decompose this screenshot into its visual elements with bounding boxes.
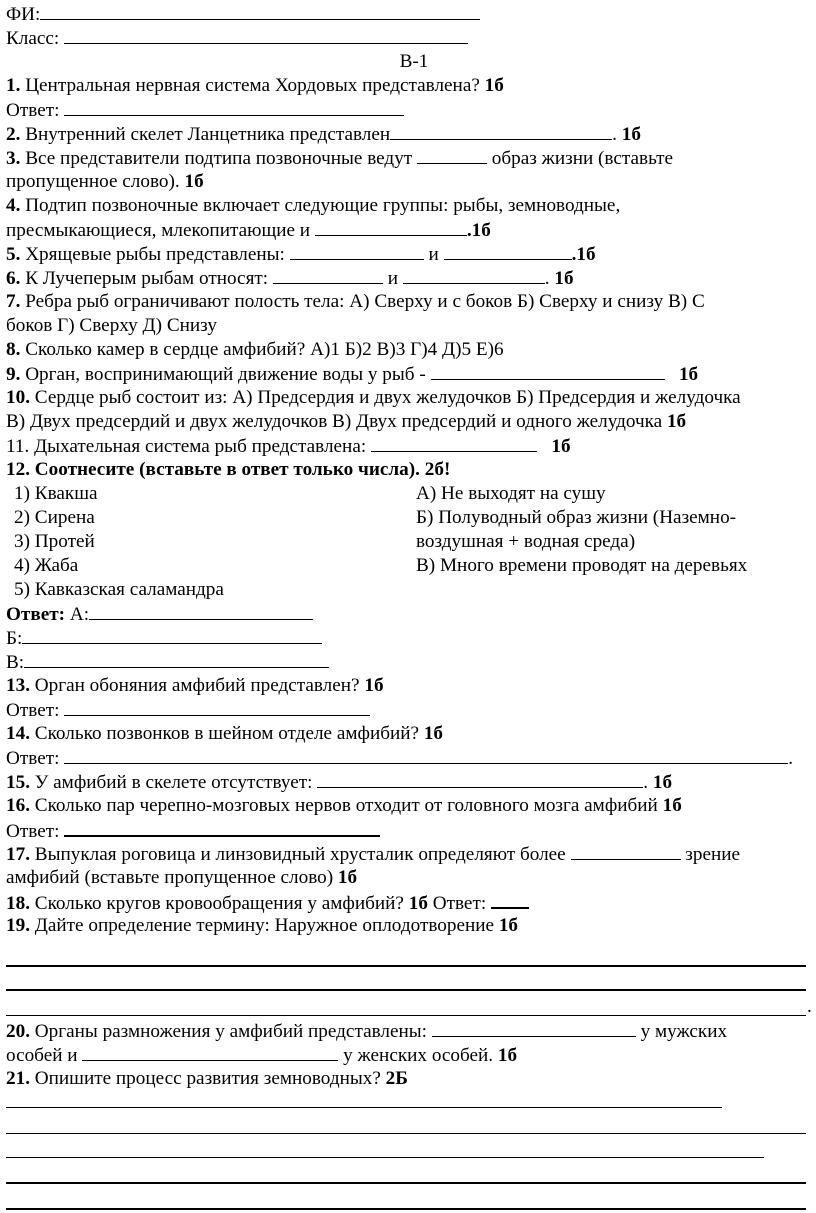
q7-text-a: Ребра рыб ограничивают полость тела: А) Сверху и с боков Б) Сверху и снизу В) С xyxy=(20,291,705,312)
q12-answer-b-field[interactable] xyxy=(22,626,322,644)
q14-points: 1б xyxy=(423,723,444,744)
q18-points: 1б xyxy=(408,893,428,914)
q14-text: Сколько позвонков в шейном отделе амфибий? xyxy=(29,723,424,744)
q4-text-a: Подтип позвоночные включает следующие группы: рыбы, земноводные, xyxy=(20,195,621,216)
q19-tail: . xyxy=(807,996,812,1017)
question-10-cont xyxy=(6,410,812,434)
q6-text: К Лучеперым рыбам относят: xyxy=(20,268,273,289)
q12-row-5 xyxy=(6,578,812,602)
q6-points: 1б xyxy=(554,268,574,289)
question-21 xyxy=(6,1067,812,1091)
q3-answer-field[interactable] xyxy=(417,146,487,164)
q15-points: 1б xyxy=(652,772,673,793)
q2-text: Внутренний скелет Ланцетника представлен xyxy=(20,124,391,145)
q21-line-3[interactable] xyxy=(6,1137,812,1161)
q16-answer-label: Ответ: xyxy=(6,821,60,842)
q1-points: 1б xyxy=(484,75,504,96)
q6-and: и xyxy=(382,268,403,289)
q2-answer-field[interactable] xyxy=(390,122,612,140)
q11-points: 1б xyxy=(551,436,571,457)
q13-answer-row xyxy=(6,698,812,722)
question-9 xyxy=(6,362,812,386)
question-15 xyxy=(6,770,812,794)
q15-text: У амфибий в скелете отсутствует: xyxy=(29,772,318,793)
q2-tail: . xyxy=(612,124,617,145)
question-19 xyxy=(6,914,812,938)
q12-v-label: В: xyxy=(6,652,25,673)
q15-tail: . xyxy=(643,772,649,793)
q15-answer-field[interactable] xyxy=(317,770,643,788)
q14-answer-field[interactable] xyxy=(64,746,788,764)
q1-text: Центральная нервная система Хордовых представлена? xyxy=(20,75,480,96)
q14-answer-label: Ответ: xyxy=(6,748,60,769)
q3-points: 1б xyxy=(184,171,204,192)
q5-text: Хрящевые рыбы представлены: xyxy=(20,244,290,265)
q13-answer-field[interactable] xyxy=(64,698,370,716)
q8-number: 8. xyxy=(6,339,21,360)
question-3 xyxy=(6,146,812,170)
q6-number: 6. xyxy=(6,268,21,289)
q18-answer-field[interactable] xyxy=(491,890,529,909)
q21-line-4[interactable] xyxy=(6,1161,812,1187)
question-17-cont xyxy=(6,866,812,890)
q21-line-2[interactable] xyxy=(6,1111,812,1137)
q13-points: 1б xyxy=(364,675,384,696)
q9-points: 1б xyxy=(678,364,699,385)
q1-answer-label: Ответ: xyxy=(6,100,60,121)
q2-points: 1б xyxy=(621,124,641,145)
question-7-cont xyxy=(6,314,812,338)
q12-left-item: 1) Квакша xyxy=(14,483,98,504)
question-20 xyxy=(6,1019,812,1043)
q3-text-a: Все представители подтипа позвоночные ведут xyxy=(20,148,417,169)
q3-text-c: пропущенное слово). xyxy=(6,171,180,192)
q19-number: 19. xyxy=(6,915,30,936)
q11-number: 11. xyxy=(6,436,30,457)
q12-right-item: Б) Полуводный образ жизни (Наземно- xyxy=(416,507,737,528)
q7-number: 7. xyxy=(6,291,21,312)
question-5 xyxy=(6,242,812,266)
q14-tail: . xyxy=(788,748,794,769)
q3-number: 3. xyxy=(6,148,21,169)
q12-a-label: А: xyxy=(65,604,90,625)
q12-answer-v-field[interactable] xyxy=(24,650,329,668)
q15-number: 15. xyxy=(6,772,30,793)
question-6 xyxy=(6,266,812,290)
q16-number: 16. xyxy=(6,795,30,816)
question-1 xyxy=(6,74,812,98)
q18-number: 18. xyxy=(6,893,30,914)
q12-answer-b-row xyxy=(6,626,812,650)
q18-text: Сколько кругов кровообращения у амфибий? xyxy=(29,893,409,914)
q12-right-item: В) Много времени проводят на деревьях xyxy=(416,555,748,576)
fio-row xyxy=(6,2,812,26)
q17-number: 17. xyxy=(6,844,30,865)
q7-text-b: боков Г) Сверху Д) Снизу xyxy=(6,315,217,336)
q19-line-3[interactable] xyxy=(6,994,812,1019)
question-4 xyxy=(6,194,812,218)
q19-text: Дайте определение термину: Наружное оплодотворение xyxy=(29,915,499,936)
q12-answer-v-row xyxy=(6,650,812,674)
q4-answer-field[interactable] xyxy=(315,218,467,236)
q8-text: Сколько камер в сердце амфибий? А)1 Б)2 В)3 Г)4 Д)5 Е)6 xyxy=(20,339,504,360)
q9-answer-field[interactable] xyxy=(431,362,665,380)
question-7 xyxy=(6,290,812,314)
q10-number: 10. xyxy=(6,387,30,408)
worksheet xyxy=(6,2,812,1213)
q16-points: 1б xyxy=(662,795,682,816)
question-8 xyxy=(6,338,812,362)
q9-number: 9. xyxy=(6,364,21,385)
q4-text-b: пресмыкающиеся, млекопитающие и xyxy=(6,220,315,241)
q12-left-item: 5) Кавказская саламандра xyxy=(14,579,224,600)
q20-points: 1б xyxy=(497,1045,518,1066)
q20-female-field[interactable] xyxy=(82,1043,338,1061)
question-10 xyxy=(6,386,812,410)
variant-title: В-1 xyxy=(399,51,429,72)
q6-answer-field-1[interactable] xyxy=(273,266,383,284)
q6-answer-field-2[interactable] xyxy=(403,266,545,284)
q13-number: 13. xyxy=(6,675,30,696)
q20-text-b: у мужских xyxy=(635,1021,728,1042)
q5-and: и xyxy=(423,244,444,265)
q12-row-1 xyxy=(6,482,812,506)
q19-line-2[interactable] xyxy=(6,970,812,994)
q12-right-item: А) Не выходят на сушу xyxy=(416,483,606,504)
q17-text-c: амфибий (вставьте пропущенное слово) xyxy=(6,867,338,888)
q21-text: Опишите процесс развития земноводных? xyxy=(29,1068,386,1089)
q1-answer-row xyxy=(6,98,812,122)
q21-points: 2Б xyxy=(385,1068,408,1089)
q12-left-item: 3) Протей xyxy=(14,531,95,552)
class-field[interactable] xyxy=(64,26,468,44)
q1-number: 1. xyxy=(6,75,21,96)
q16-answer-row xyxy=(6,818,812,842)
q16-answer-field[interactable] xyxy=(64,818,380,837)
q17-text-a: Выпуклая роговица и линзовидный хрусталик определяют более xyxy=(29,844,571,865)
q4-number: 4. xyxy=(6,195,21,216)
question-20-cont xyxy=(6,1043,812,1067)
q12-answer-label: Ответ: xyxy=(6,604,66,625)
q20-text-a: Органы размножения у амфибий представлены: xyxy=(29,1021,432,1042)
question-12-title: 12. Соотнесите (вставьте в ответ только числа). 2б! xyxy=(6,459,451,480)
variant-row xyxy=(6,50,812,74)
q10-points: 1б xyxy=(666,411,687,432)
q6-tail: . xyxy=(544,268,550,289)
q20-male-field[interactable] xyxy=(432,1019,636,1037)
q11-text: Дыхательная система рыб представлена: xyxy=(29,436,371,457)
q21-line-5[interactable] xyxy=(6,1187,812,1213)
q4-points: .1б xyxy=(466,220,491,241)
question-18 xyxy=(6,890,812,914)
q17-points: 1б xyxy=(337,867,358,888)
q12-left-item: 2) Сирена xyxy=(14,507,95,528)
q12-b-label: Б: xyxy=(6,628,23,649)
question-17 xyxy=(6,842,812,866)
q1-answer-field[interactable] xyxy=(64,98,404,116)
q2-number: 2. xyxy=(6,124,21,145)
q13-answer-label: Ответ: xyxy=(6,700,60,721)
q19-line-1[interactable] xyxy=(6,938,812,970)
question-11 xyxy=(6,434,812,458)
q20-text-c: особей и xyxy=(6,1045,83,1066)
question-16 xyxy=(6,794,812,818)
q5-answer-field-1[interactable] xyxy=(290,242,424,260)
question-13 xyxy=(6,674,812,698)
fio-label: ФИ: xyxy=(6,4,41,25)
q21-line-1[interactable] xyxy=(6,1091,812,1111)
q12-row-4 xyxy=(6,554,812,578)
q12-left-item: 4) Жаба xyxy=(14,555,79,576)
q10-text-a: Сердце рыб состоит из: А) Предсердия и двух желудочков Б) Предсердия и желудочка xyxy=(29,387,741,408)
q5-number: 5. xyxy=(6,244,21,265)
q5-points: .1б xyxy=(571,244,596,265)
q12-answer-a-field[interactable] xyxy=(89,602,313,620)
q18-answer-label: Ответ: xyxy=(427,893,491,914)
q20-number: 20. xyxy=(6,1021,30,1042)
q12-answer-a-row xyxy=(6,602,812,626)
q13-text: Орган обоняния амфибий представлен? xyxy=(29,675,365,696)
q17-answer-field[interactable] xyxy=(571,842,681,860)
class-label: Класс: xyxy=(6,28,60,49)
question-3-cont xyxy=(6,170,812,194)
question-2 xyxy=(6,122,812,146)
q21-number: 21. xyxy=(6,1068,30,1089)
q20-text-d: у женских особей. xyxy=(338,1045,498,1066)
q12-row-3 xyxy=(6,530,812,554)
q11-answer-field[interactable] xyxy=(371,434,537,452)
question-14 xyxy=(6,722,812,746)
fio-field[interactable] xyxy=(40,2,480,20)
q16-text: Сколько пар черепно-мозговых нервов отходит от головного мозга амфибий xyxy=(29,795,663,816)
q3-text-b: образ жизни (вставьте xyxy=(486,148,674,169)
q10-text-b: В) Двух предсердий и двух желудочков В) Двух предсердий и одного желудочка xyxy=(6,411,667,432)
q5-answer-field-2[interactable] xyxy=(444,242,572,260)
question-4-cont xyxy=(6,218,812,242)
q12-right-item: воздушная + водная среда) xyxy=(416,531,636,552)
q12-row-2 xyxy=(6,506,812,530)
q14-answer-row xyxy=(6,746,812,770)
q14-number: 14. xyxy=(6,723,30,744)
class-row xyxy=(6,26,812,50)
q19-points: 1б xyxy=(498,915,518,936)
q9-text: Орган, воспринимающий движение воды у рыб - xyxy=(20,364,431,385)
q17-text-b: зрение xyxy=(680,844,741,865)
